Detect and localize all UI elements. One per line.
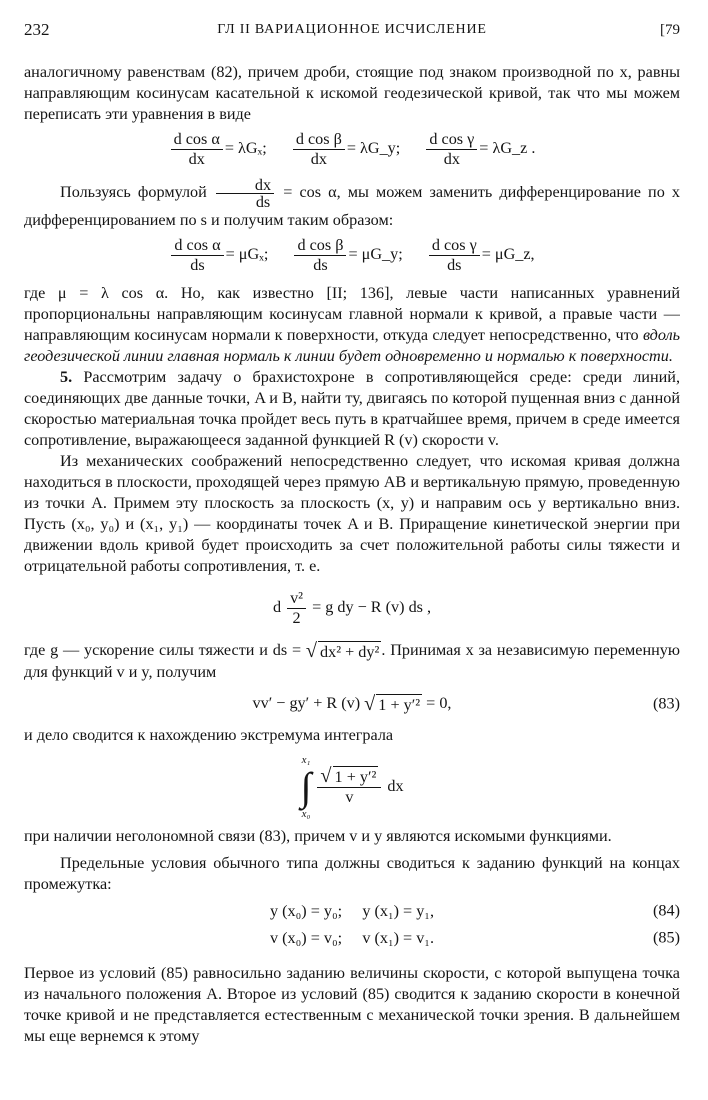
section-marker: [79 xyxy=(660,22,680,38)
paragraph-5: Из механических соображений непосредственно следует, что искомая кривая должна находиться в плоскости, проходящей через прямую AB и вертикальную прямую, проведенную из точки A. Примем эту плоскость за плоскость (x, y) и направим ось y вертикально вниз. Пусть (x₀, y₀) и (x₁, y₁) — координаты точек A и B. Приращение кинетической энергии при движении вдоль кривой будет происходить за счет положительной работы силы тяжести и отрицательной работы сопротивления, т. е. xyxy=(24,452,680,575)
paragraph-2: Пользуясь формулой $\frac{dx}{ds}$ = cos α, мы можем заменить дифференцирование по x дифференцированием по s и получим таким образом: xyxy=(24,176,680,229)
item-number: 5. xyxy=(60,368,73,386)
equation-energy: d $\frac{\text{v²}}{2}$ = g dy − R (v) ds , xyxy=(272,589,432,627)
eq2-term-2: $\frac{\text{d cos β}}{ds}$ = μG_y; xyxy=(292,245,402,263)
paragraph-3: где μ = λ cos α. Но, как известно [II; 136], левые части написанных уравнений пропорциональны направляющим косинусам главной нормали к кривой, а правые части — направляющим косинусам нормали к поверхности, откуда следует непосредственно, что вдоль геодезической линии главная нормаль к линии будет одновременно и нормалью к поверхности. xyxy=(24,284,680,365)
eq1-term-2: $\frac{\text{d cos β}}{dx}$ = λG_y; xyxy=(291,139,400,157)
equation-tag-84: (84) xyxy=(653,901,680,920)
equation-direction-cosines-dx xyxy=(24,130,680,169)
upper-limit: x₁ xyxy=(301,753,311,766)
paragraph-6: где g — ускорение силы тяжести и ds = √ dx² + dy² . Принимая x за независимую переменную для функций v и y, получим xyxy=(24,639,680,681)
equation-85: v (x₀) = v₀; v (x₁) = v₁. (85) xyxy=(269,928,680,947)
equation-84: y (x₀) = y₀; y (x₁) = y₁, (84) xyxy=(269,901,680,920)
equation-83: vv′ − gy′ + R (v) √ 1 + y′² = 0, (83) xyxy=(252,692,680,715)
paragraph-10: Первое из условий (85) равносильно заданию величины скорости, с которой выпущена точка из начального положения A. Второе из условий (85) сводится к заданию скорости в конечной точке кривой и не представляется естественным с механической точки зрения. В дальнейшем мы еще вернемся к этому xyxy=(24,963,680,1045)
equation-tag-85: (85) xyxy=(653,928,680,947)
sqrt-ds: √ dx² + dy² xyxy=(305,639,380,662)
book-page xyxy=(24,20,680,1090)
paragraph-4: 5. Рассмотрим задачу о брахистохроне в сопротивляющейся среде: среди линий, соединяющих две данные точки, A и B, найти ту, двигаясь по которой пущенная вниз с данной скоростью материальная точка пройдет весь путь в кратчайшее время, причем в среде имеется сопротивление, выражающееся заданной функцией R (v) скорости v. xyxy=(24,368,680,449)
paragraph-8: при наличии неголономной связи (83), причем v и y являются искомыми функциями. xyxy=(24,826,612,845)
running-header xyxy=(24,20,680,42)
page-number: 232 xyxy=(24,20,50,39)
eq1-term-3: $\frac{\text{d cos γ}}{dx}$ = λG_z . xyxy=(424,139,535,157)
paragraph-9: Предельные условия обычного типа должны сводиться к заданию функций на концах промежутка: xyxy=(24,853,680,893)
inline-fraction-dx-ds: $\frac{dx}{ds}$ xyxy=(216,177,274,210)
eq1-term-1: $\frac{\text{d cos α}}{dx}$ = λGₓ; xyxy=(169,139,267,157)
eq2-term-1: $\frac{\text{d cos α}}{ds}$ = μGₓ; xyxy=(169,245,268,263)
paragraph-1: аналогичному равенствам (82), причем дроби, стоящие под знаком производной по x, равны направляющим косинусам касательной к искомой геодезической кривой, так что мы можем переписать эти уравнения в виде xyxy=(24,63,680,123)
running-title: ГЛ II ВАРИАЦИОННОЕ ИСЧИСЛЕНИЕ xyxy=(217,22,487,37)
page-body xyxy=(24,62,680,1047)
paragraph-7: и дело сводится к нахождению экстремума интеграла xyxy=(24,725,394,744)
lower-limit: x₀ xyxy=(301,807,311,820)
eq2-term-3: $\frac{\text{d cos γ}}{ds}$ = μG_z, xyxy=(427,245,535,263)
integral-functional: x₁ ∫ x₀ √ 1 + y′² v dx xyxy=(300,753,404,820)
italic-conclusion: вдоль геодезической линии главная нормаль к линии будет одновременно и нормалью к поверхности. xyxy=(24,326,680,365)
equation-direction-cosines-ds xyxy=(24,236,680,275)
equation-tag-83: (83) xyxy=(653,694,680,713)
integral-sign: x₁ ∫ x₀ xyxy=(300,753,312,820)
